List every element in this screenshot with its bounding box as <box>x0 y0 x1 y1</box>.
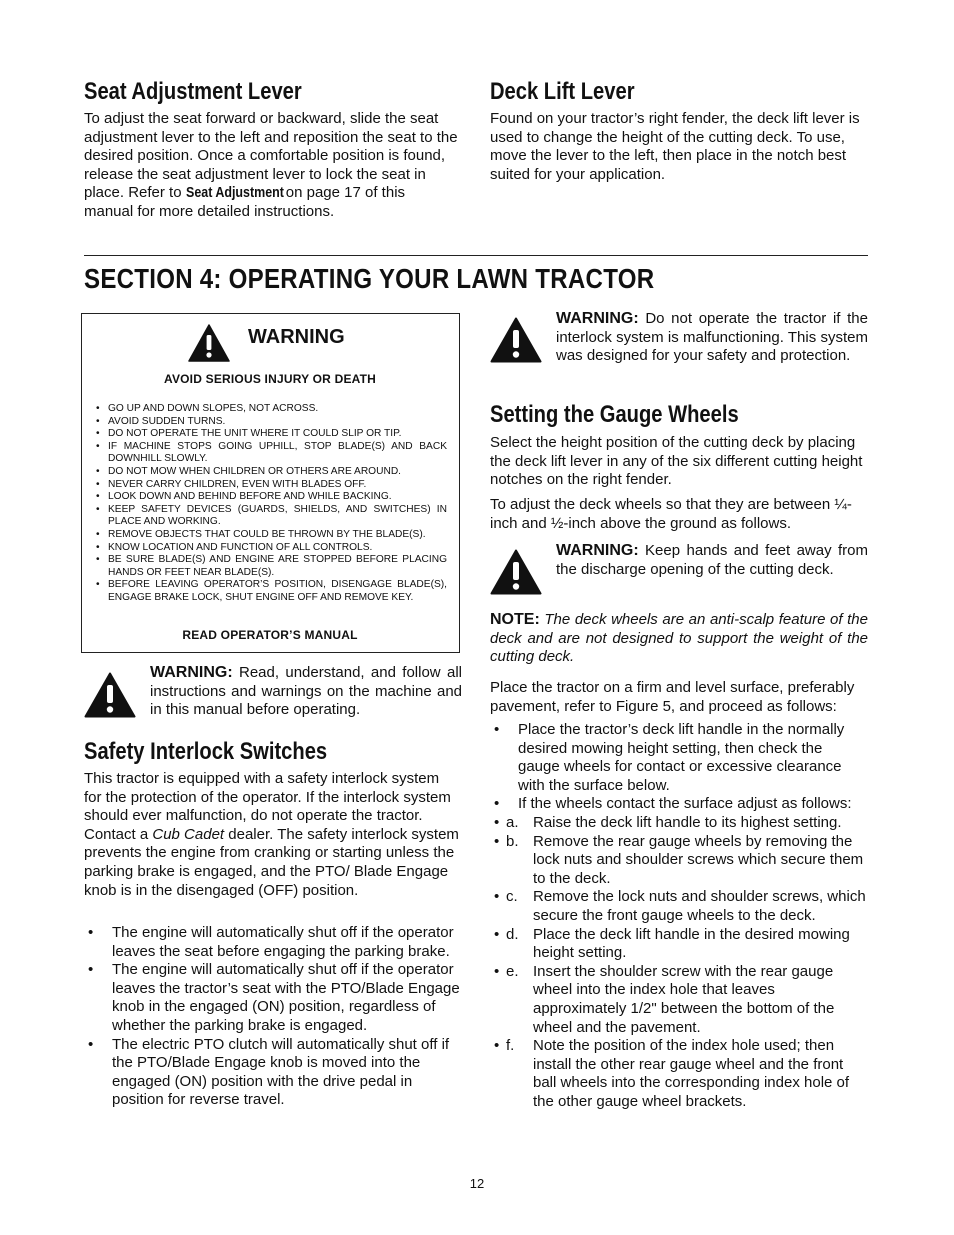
step-item: • f. Note the position of the index hole used; then install the other rear gauge wheel and the front ball wheels into the corresponding index hole of the other gauge wheel brackets. <box>490 1037 868 1111</box>
place-tractor-text: Place the tractor on a firm and level surface, preferably pavement, refer to Figure 5, and proceed as follows: <box>490 679 855 715</box>
warning-triangle-icon <box>84 672 136 718</box>
safety-interlock-text: This tractor is equipped with a safety interlock system for the protection of the operator. If the interlock system should ever malfunction, do not operate the tractor. Contact a Cub Cadet dealer. The safety interlock system prevents the engine from cranking or starting unless the parking brake is engaged, and the PTO/ Blade Engage knob is in the disengaged (OFF) position. <box>84 770 459 899</box>
note-anti-scalp: NOTE: The deck wheels are an anti-scalp feature of the deck and are not designed to support the weight of the cutting deck. <box>490 611 868 666</box>
section-divider <box>84 255 868 256</box>
section-title: SECTION 4: OPERATING YOUR LAWN TRACTOR <box>84 263 655 294</box>
warning-box-heading: WARNING <box>248 326 345 348</box>
warning-safety-box <box>81 313 460 653</box>
warning-item: • DO NOT OPERATE THE UNIT WHERE IT COULD SLIP OR TIP. <box>96 428 447 441</box>
warning-box-subheading: AVOID SERIOUS INJURY OR DEATH <box>163 372 377 386</box>
list-item: • If the wheels contact the surface adjust as follows: • a. Raise the deck lift handle to its highest setting. • b. Remove the rear gauge wheels by removing the lock nuts and shoulder screws which secure them to the deck. • c. Remove the lock nuts and shoulder screws, which secure the front gauge wheels to the deck. • d. Place the deck lift handle in the desired mowing height setting. • e. Insert the shoulder screw with the rear gauge wheel into the index hole that leaves approximately 1/2" between the bottom of the wheel and the pavement. • f. Note the position of the index hole used; then install the other rear gauge wheel and the front ball wheels into the corresponding index hole of the other gauge wheel brackets. <box>490 795 868 1111</box>
page-number: 12 <box>469 1176 485 1191</box>
warning-item: • DO NOT MOW WHEN CHILDREN OR OTHERS ARE AROUND. <box>96 466 447 479</box>
warning-item: • BEFORE LEAVING OPERATOR’S POSITION, DISENGAGE BLADE(S), ENGAGE BRAKE LOCK, SHUT ENGINE OFF AND REMOVE KEY. <box>96 579 447 604</box>
list-item: • The electric PTO clutch will automatically shut off if the PTO/Blade Engage knob is moved into the engaged (ON) position with the drive pedal in position for reverse travel. <box>84 1036 462 1110</box>
warning-interlock-malfunction: WARNING: Do not operate the tractor if the interlock system is malfunctioning. This system was designed for your safety and protection. <box>556 310 868 365</box>
warning-item: • REMOVE OBJECTS THAT COULD BE THROWN BY THE BLADE(S). <box>96 529 447 542</box>
warning-triangle-icon <box>490 549 542 595</box>
warning-item: • KEEP SAFETY DEVICES (GUARDS, SHIELDS, AND SWITCHES) IN PLACE AND WORKING. <box>96 504 447 529</box>
deck-lift-lever-text: Found on your tractor’s right fender, the deck lift lever is used to change the height of the cutting deck. To use, move the lever to the left, then place in the notch best suited for your application. <box>490 110 860 183</box>
warning-item: • AVOID SUDDEN TURNS. <box>96 416 447 429</box>
warning-box-list <box>96 403 447 605</box>
list-item: • Place the tractor’s deck lift handle in the normally desired mowing height setting, then check the gauge wheels for contact or excessive clearance with the surface below. <box>490 721 868 795</box>
safety-interlock-list <box>84 924 462 1110</box>
step-item: • c. Remove the lock nuts and shoulder screws, which secure the front gauge wheels to the deck. <box>490 888 868 925</box>
warning-item: • KNOW LOCATION AND FUNCTION OF ALL CONTROLS. <box>96 542 447 555</box>
seat-adjustment-text: To adjust the seat forward or backward, slide the seat adjustment lever to the left and reposition the seat to the desired position. Once a comfortable position is found, release the seat adjustment lever to lock the seat in place. Refer to Seat Adjustment on page 17 of this manual for more detailed instructions. <box>84 110 458 220</box>
safety-interlock-heading: Safety Interlock Switches <box>84 738 328 765</box>
step-item: • a. Raise the deck lift handle to its highest setting. <box>490 814 868 833</box>
gauge-wheels-text-2: To adjust the deck wheels so that they are between ¼-inch and ½-inch above the ground as follows. <box>490 496 852 532</box>
warning-item: • NEVER CARRY CHILDREN, EVEN WITH BLADES OFF. <box>96 479 447 492</box>
warning-read-manual: WARNING: Read, understand, and follow all instructions and warnings on the machine and in this manual before operating. <box>150 664 462 719</box>
warning-item: • IF MACHINE STOPS GOING UPHILL, STOP BLADE(S) AND BACK DOWNHILL SLOWLY. <box>96 441 447 466</box>
warning-item: • GO UP AND DOWN SLOPES, NOT ACROSS. <box>96 403 447 416</box>
procedure-list <box>490 721 868 1111</box>
warning-item: • BE SURE BLADE(S) AND ENGINE ARE STOPPED BEFORE PLACING HANDS OR FEET NEAR BLADE(S). <box>96 554 447 579</box>
warning-box-footer: READ OPERATOR’S MANUAL <box>182 628 358 642</box>
gauge-wheels-heading: Setting the Gauge Wheels <box>490 401 739 428</box>
step-item: • b. Remove the rear gauge wheels by removing the lock nuts and shoulder screws which secure them to the deck. <box>490 833 868 889</box>
adjustment-steps <box>490 814 868 1112</box>
seat-adjustment-reference: Seat Adjustment <box>185 185 284 202</box>
gauge-wheels-text-1: Select the height position of the cutting deck by placing the deck lift lever in any of the six different cutting height notches on the right fender. <box>490 434 863 489</box>
warning-item: • LOOK DOWN AND BEHIND BEFORE AND WHILE BACKING. <box>96 491 447 504</box>
deck-lift-lever-heading: Deck Lift Lever <box>490 78 635 105</box>
warning-triangle-icon <box>188 324 230 362</box>
warning-hands-feet: WARNING: Keep hands and feet away from the discharge opening of the cutting deck. <box>556 542 868 578</box>
step-item: • d. Place the deck lift handle in the desired mowing height setting. <box>490 926 868 963</box>
step-item: • e. Insert the shoulder screw with the rear gauge wheel into the index hole that leaves approximately 1/2" between the bottom of the wheel and the pavement. <box>490 963 868 1037</box>
warning-triangle-icon <box>490 317 542 363</box>
seat-adjustment-heading: Seat Adjustment Lever <box>84 78 302 105</box>
list-item: • The engine will automatically shut off if the operator leaves the seat before engaging the parking brake. <box>84 924 462 961</box>
list-item: • The engine will automatically shut off if the operator leaves the tractor’s seat with the PTO/Blade Engage knob in the engaged (ON) position, regardless of whether the parking brake is engaged. <box>84 961 462 1035</box>
